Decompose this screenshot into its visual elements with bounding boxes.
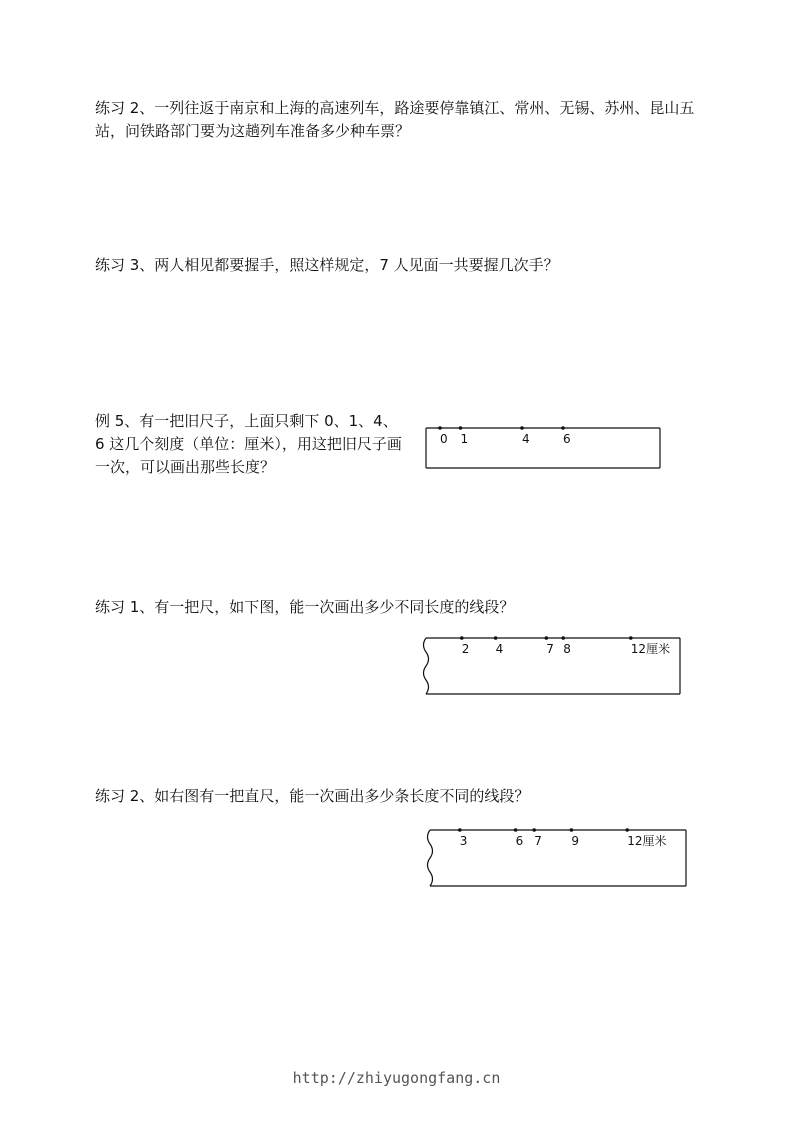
- ruler-tick-label: 7: [546, 642, 554, 656]
- ruler-tick-dot: [520, 426, 524, 430]
- ruler-broken-left-edge: [424, 638, 429, 694]
- ruler-tick-label: 4: [495, 642, 504, 656]
- ruler-tick-dot: [458, 828, 462, 832]
- footer-url: http://zhiyugongfang.cn: [292, 1069, 501, 1087]
- ruler-tick-dot: [561, 636, 565, 640]
- question-practice-2-train-tickets: 练习 2、一列往返于南京和上海的高速列车，路途要停靠镇江、常州、无锡、苏州、昆山五站，问铁路部门要为这趟列车准备多少种车票？: [95, 99, 695, 140]
- ruler-tick-dot: [460, 636, 464, 640]
- ruler-tick-dot: [625, 828, 629, 832]
- ruler-tick-dot: [459, 426, 463, 430]
- question-example-5-old-ruler: 例 5、有一把旧尺子，上面只剩下 0、1、4、6 这几个刻度（单位：厘米），用这把旧尺子画一次，可以画出那些长度？: [95, 412, 402, 476]
- ruler-diagram-example-5: [420, 420, 670, 475]
- ruler-tick-label: 12厘米: [627, 834, 667, 848]
- question-practice-3-handshakes: 练习 3、两人相见都要握手，照这样规定，7 人见面一共要握几次手？: [95, 256, 559, 274]
- ruler-tick-label: 3: [459, 834, 468, 848]
- ruler-broken-left-edge: [428, 830, 433, 886]
- ruler-tick-label: 0: [440, 432, 448, 446]
- ruler-tick-label: 1: [460, 432, 469, 446]
- ruler-tick-label: 8: [563, 642, 571, 656]
- ruler-tick-label: 7: [534, 834, 542, 848]
- ruler-tick-dot: [545, 636, 549, 640]
- ruler-tick-label: 4: [522, 432, 530, 446]
- ruler-tick-label: 9: [571, 834, 580, 848]
- ruler-tick-label: 12厘米: [630, 642, 671, 656]
- ruler-tick-dot: [629, 636, 633, 640]
- ruler-tick-label: 6: [563, 432, 571, 446]
- ruler-tick-dot: [532, 828, 536, 832]
- ruler-diagram-practice-2: [420, 822, 690, 890]
- question-practice-1-ruler: 练习 1、有一把尺，如下图，能一次画出多少不同长度的线段？: [95, 598, 515, 616]
- question-practice-2-ruler: 练习 2、如右图有一把直尺，能一次画出多少条长度不同的线段？: [95, 787, 530, 805]
- ruler-tick-dot: [570, 828, 574, 832]
- ruler-tick-dot: [494, 636, 498, 640]
- ruler-tick-label: 2: [461, 642, 470, 656]
- ruler-tick-dot: [514, 828, 518, 832]
- ruler-tick-label: 6: [515, 834, 524, 848]
- ruler-diagram-practice-1: [416, 630, 686, 698]
- ruler-tick-dot: [438, 426, 442, 430]
- ruler-tick-dot: [561, 426, 565, 430]
